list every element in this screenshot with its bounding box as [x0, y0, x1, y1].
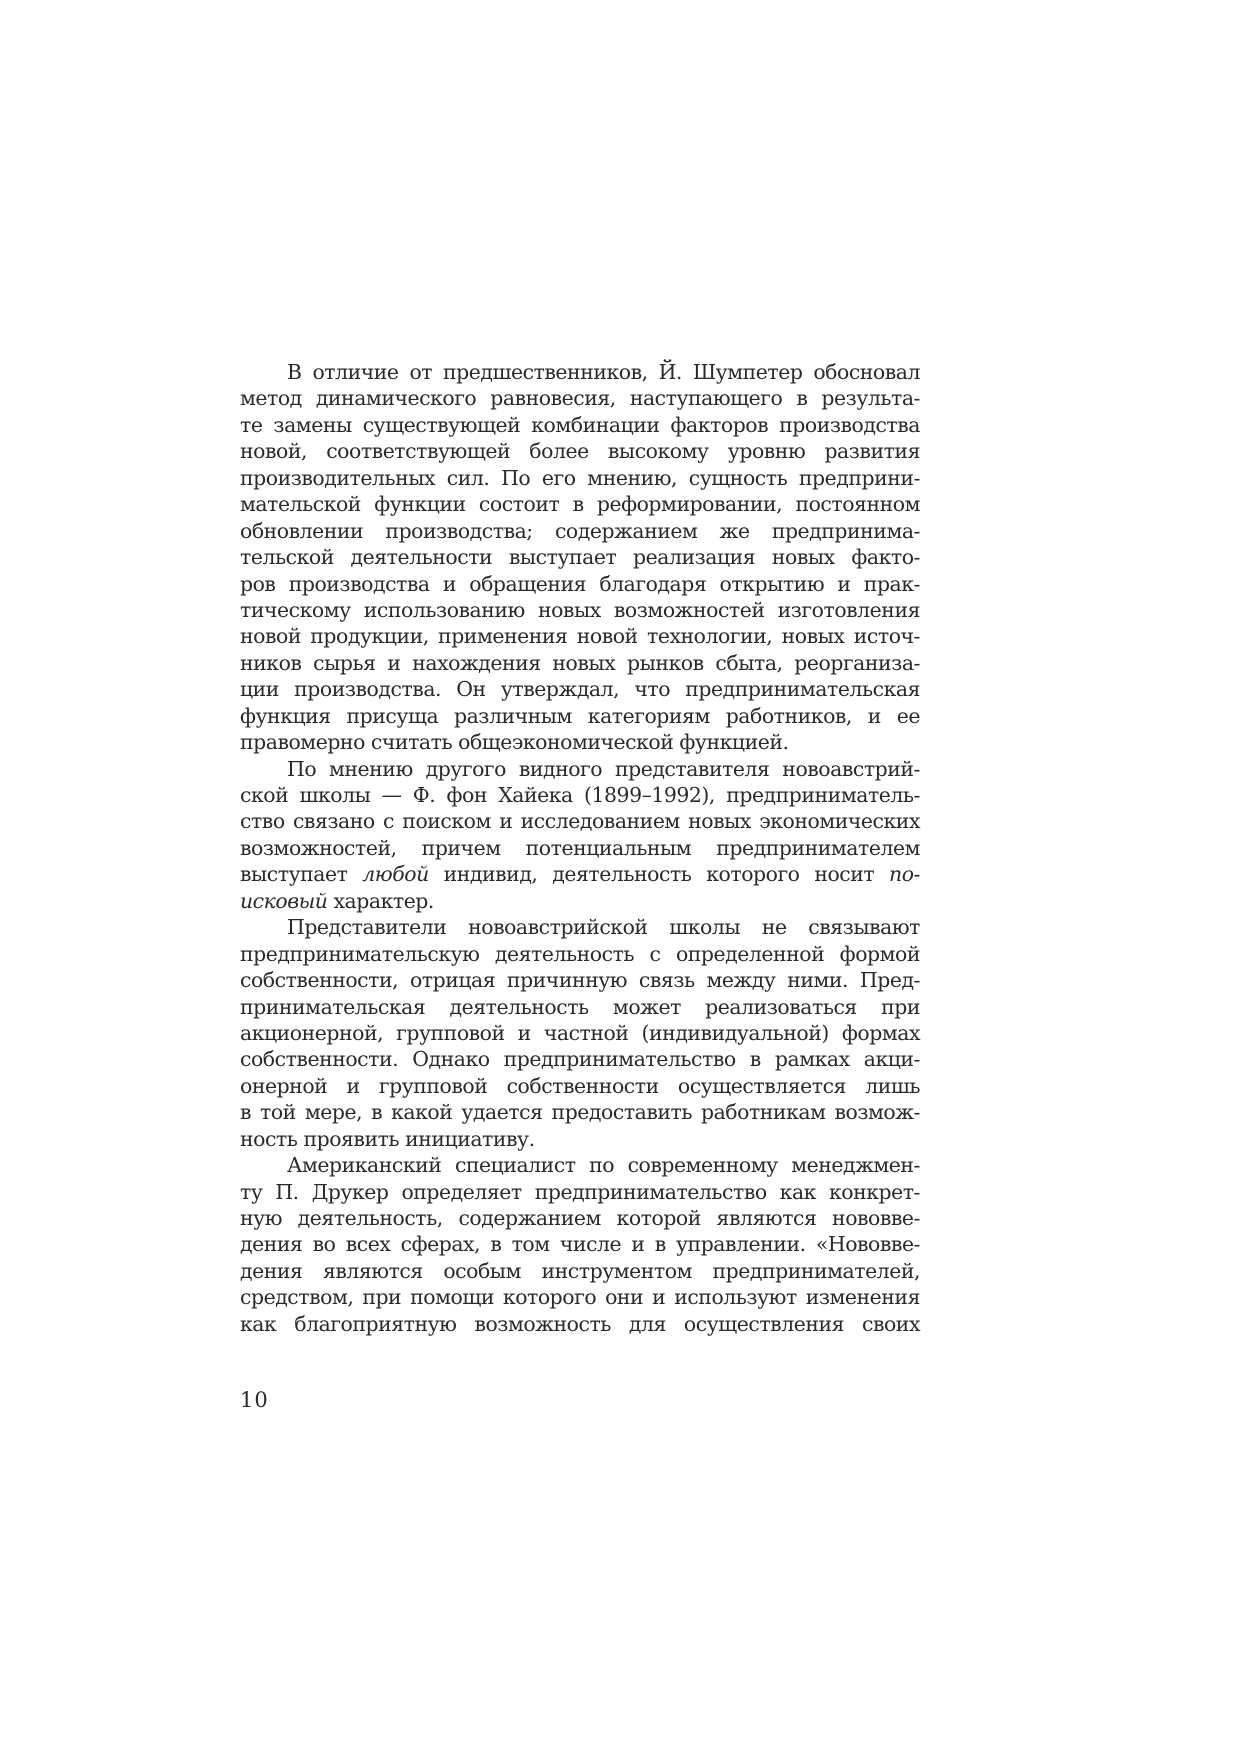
text-line: ность проявить инициативу. — [240, 1126, 535, 1151]
text-line: те замены существующей комбинации факторов производства — [240, 412, 920, 437]
text-line: В отличие от предшественников, Й. Шумпетер обосновал — [287, 360, 920, 384]
text-line: новой продукции, применения новой технологии, новых источ- — [240, 624, 920, 649]
emphasis: любой — [362, 862, 429, 887]
text-line: Представители новоавстрийской школы не связывают — [287, 915, 920, 940]
text-line: ту П. Друкер определяет предпринимательство как конкрет- — [240, 1179, 920, 1204]
text-line: собственности, отрицая причинную связь между ними. Пред- — [240, 968, 920, 993]
text-line: ской школы — Ф. фон Хайека (1899–1992), предприниматель- — [240, 783, 920, 807]
text-line: мательской функции состоит в реформировании, постоянном — [240, 492, 920, 517]
text-line: дения во всех сферах, в том числе и в управлении. «Нововве- — [240, 1232, 920, 1257]
text-line: По мнению другого видного представителя новоавстрий- — [287, 756, 920, 781]
text-line: правомерно считать общеэкономической функцией. — [240, 730, 789, 755]
text-line: предпринимательскую деятельность с определенной формой — [240, 941, 920, 966]
paragraph — [240, 1152, 920, 1337]
emphasis: по- — [889, 862, 920, 887]
paragraph — [240, 756, 920, 915]
text-line: как благоприятную возможность для осуществления своих — [240, 1311, 920, 1336]
text-line: собственности. Однако предпринимательство в рамках акци- — [240, 1047, 920, 1072]
text-line: в той мере, в какой удается предоставить работникам возмож- — [240, 1100, 920, 1125]
text-line: тическому использованию новых возможностей изготовления — [240, 597, 920, 622]
text-line: акционерной, групповой и частной (индивидуальной) формах — [240, 1020, 920, 1045]
text-line: метод динамического равновесия, наступающего в результа- — [240, 386, 920, 411]
text-line: ную деятельность, содержанием которой являются нововве- — [240, 1206, 920, 1230]
text-line — [240, 861, 920, 887]
paragraph — [240, 914, 920, 1152]
page-number: 10 — [240, 1388, 269, 1412]
text-run: индивид, деятельность которого носит — [428, 862, 890, 887]
text-line: ров производства и обращения благодаря открытию и прак- — [240, 571, 920, 596]
text-line: тельской деятельности выступает реализация новых факто- — [240, 545, 920, 570]
text-run: выступает — [240, 862, 363, 887]
text-line: онерной и групповой собственности осуществляется лишь — [240, 1073, 920, 1098]
text-line: ство связано с поиском и исследованием новых экономических — [240, 809, 920, 834]
text-line: ции производства. Он утверждал, что предпринимательская — [240, 677, 920, 702]
text-line: обновлении производства; содержанием же предпринима- — [240, 518, 920, 543]
text-line — [240, 888, 920, 914]
text-line: функция присуща различным категориям работников, и ее — [240, 703, 920, 728]
text-line: принимательская деятельность может реализоваться при — [240, 994, 920, 1019]
text-line: возможностей, причем потенциальным предпринимателем — [240, 835, 920, 860]
text-line: производительных сил. По его мнению, сущность предприни- — [240, 465, 920, 490]
body-text — [240, 359, 920, 1337]
emphasis: исковый — [240, 888, 328, 913]
text-line: Американский специалист по современному менеджмен- — [287, 1153, 920, 1178]
text-line: ников сырья и нахождения новых рынков сбыта, реорганиза- — [240, 650, 920, 675]
text-line: дения являются особым инструментом предпринимателей, — [240, 1258, 920, 1283]
text-line: средством, при помощи которого они и используют изменения — [240, 1285, 920, 1310]
text-line: новой, соответствующей более высокому уровню развития — [240, 439, 920, 464]
text-run: характер. — [327, 888, 434, 913]
paragraph — [240, 359, 920, 756]
